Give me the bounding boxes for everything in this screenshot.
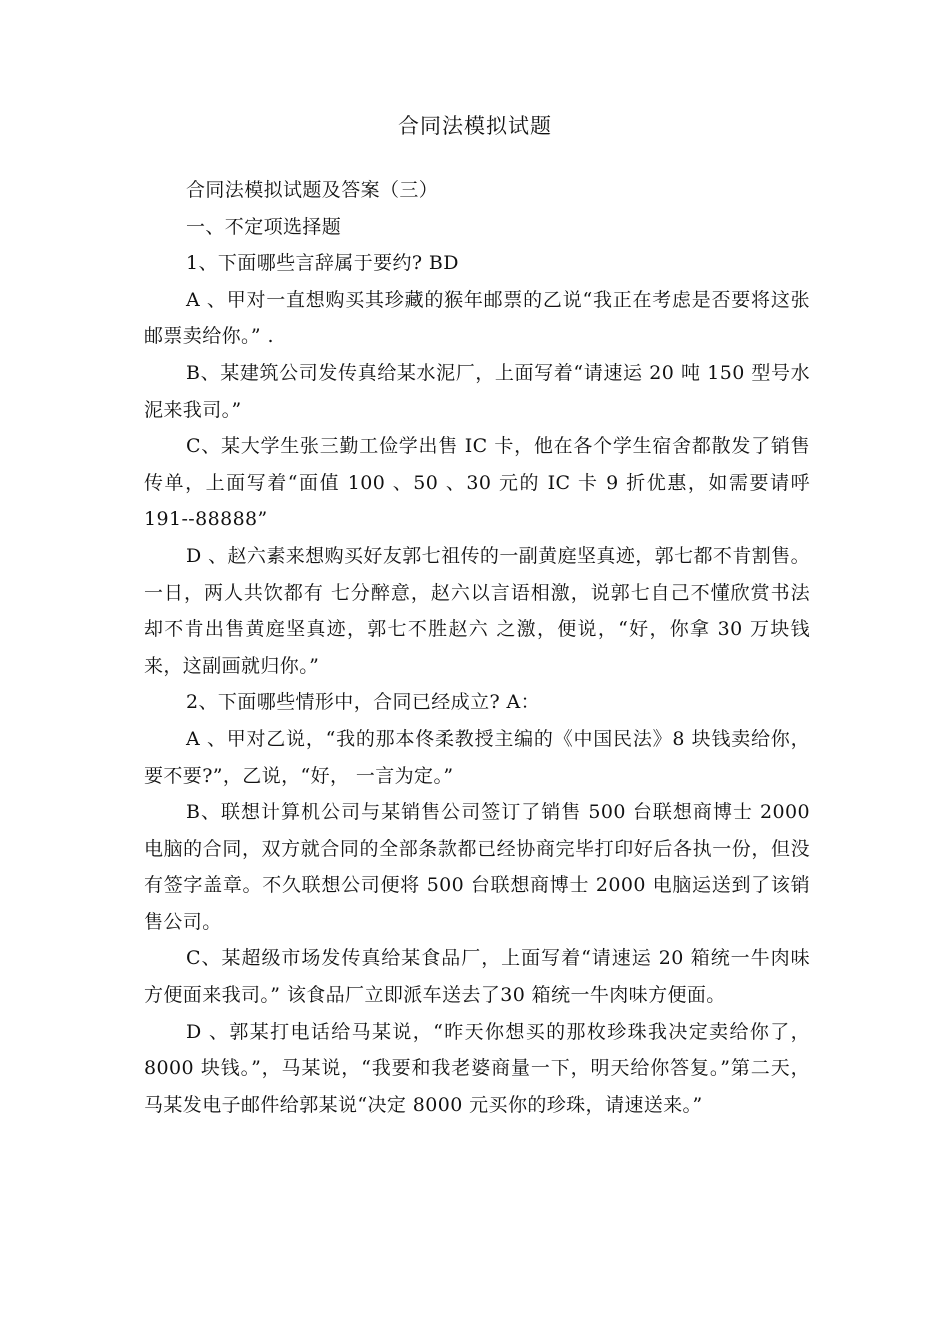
paragraph-q1-option-b: B、某建筑公司发传真给某水泥厂，上面写着“请速运 20 吨 150 型号水泥来我司。”	[144, 361, 810, 421]
paragraph-q2-option-d: D 、郭某打电话给马某说，“昨天你想买的那枚珍珠我决定卖给你了，8000 块钱。”，马某说，“我要和我老婆商量一下，明天给你答复。”第二天，马某发电子邮件给郭某说“决定 8000 元买你的珍珠，请速送来。”	[144, 1020, 810, 1116]
paragraph-q1-option-a: A 、甲对一直想购买其珍藏的猴年邮票的乙说“我正在考虑是否要将这张邮票卖给你。” .	[144, 288, 810, 348]
paragraph-question-2: 2、下面哪些情形中，合同已经成立? A：	[186, 691, 541, 714]
paragraph-q2-option-a: A 、甲对乙说，“我的那本佟柔教授主编的《中国民法》8 块钱卖给你，要不要?”，乙说，“好， 一言为定。”	[144, 727, 810, 787]
paragraph-q2-option-b: B、联想计算机公司与某销售公司签订了销售 500 台联想商博士 2000 电脑的合同，双方就合同的全部条款都已经协商完毕打印好后各执一份，但没有签字盖章。不久联想公司便将 500 台联想商博士 2000 电脑运送到了该销售公司。	[144, 801, 810, 933]
document-body	[144, 172, 810, 1123]
paragraph-q1-option-d: D 、赵六素来想购买好友郭七祖传的一副黄庭坚真迹，郭七都不肯割售。一日，两人共饮都有 七分醉意，赵六以言语相激，说郭七自己不懂欣赏书法却不肯出售黄庭坚真迹，郭七不胜赵六 之激，便说，“好，你拿 30 万块钱来，这副画就归你。”	[144, 544, 810, 677]
paragraph-subtitle: 合同法模拟试题及答案（三）	[186, 179, 439, 201]
document-title: 合同法模拟试题	[398, 114, 552, 138]
paragraph-q2-option-c: C、某超级市场发传真给某食品厂，上面写着“请速运 20 箱统一牛肉味方便面来我司。” 该食品厂立即派车送去了30 箱统一牛肉味方便面。	[144, 947, 810, 1007]
paragraph-section-heading: 一、不定项选择题	[186, 215, 342, 238]
paragraph-q1-option-c: C、某大学生张三勤工俭学出售 IC 卡，他在各个学生宿舍都散发了销售传单，上面写着“面值 100 、50 、30 元的 IC 卡 9 折优惠，如需要请呼 191--88888”	[144, 435, 810, 531]
paragraph-question-1: 1、下面哪些言辞属于要约? BD	[186, 252, 459, 275]
